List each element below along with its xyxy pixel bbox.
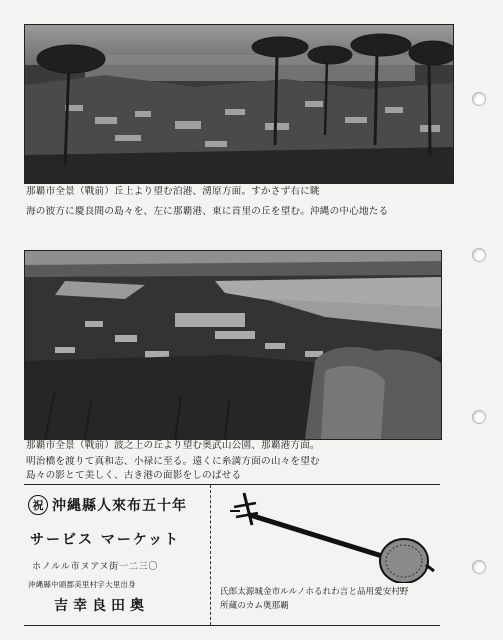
top-caption-line-1: 那覇市全景（戰前）丘上より望む泊港、湧原方面。すかさず右に眺: [26, 186, 320, 197]
top-caption-line-2: 海の彼方に慶良間の島々を、左に那覇港、東に首里の丘を望む。沖縄の中心地たる: [26, 206, 389, 217]
middle-photo-image: [25, 251, 441, 439]
middle-caption-line-3: 島々の影とて美しく、古き港の面影をしのばせる: [26, 470, 242, 481]
celebration-circle-icon: 祝: [28, 495, 48, 515]
sanshin-icon: [222, 485, 436, 583]
owner-origin: 沖縄縣中頭郡美里村字大里出身: [28, 580, 136, 589]
market-name: サービス マーケット: [30, 532, 181, 548]
binder-hole-icon: [472, 248, 486, 262]
advertisement-box: [24, 484, 440, 626]
ad-right-panel: [214, 485, 440, 625]
middle-caption-line-2: 明治橋を渡りて真和志、小禄に至る。遠くに糸満方面の山々を望む: [26, 456, 320, 467]
binder-hole-icon: [472, 410, 486, 424]
ad-headline-text: 沖縄縣人來布五十年: [52, 498, 187, 514]
donor-line-1: 氏郎太源城金市ルルノホるれわ言と品用愛安村野: [220, 587, 409, 597]
binder-hole-icon: [472, 92, 486, 106]
owner-name: 吉幸良田奥: [54, 598, 149, 614]
top-photo-image: [25, 25, 453, 183]
ad-left-panel: [24, 485, 208, 625]
market-address: ホノルル市ヌアヌ街一二三〇: [32, 562, 159, 572]
binder-hole-icon: [472, 560, 486, 574]
top-photograph: [24, 24, 454, 184]
donor-line-2: 所蔵のカム奥那覇: [220, 601, 289, 611]
ad-headline: [28, 495, 204, 515]
ad-divider: [210, 485, 211, 625]
middle-caption-line-1: 那覇市全景（戰前）波之上の丘より望む奥武山公園、那覇港方面。: [26, 440, 320, 451]
middle-photograph: [24, 250, 442, 440]
